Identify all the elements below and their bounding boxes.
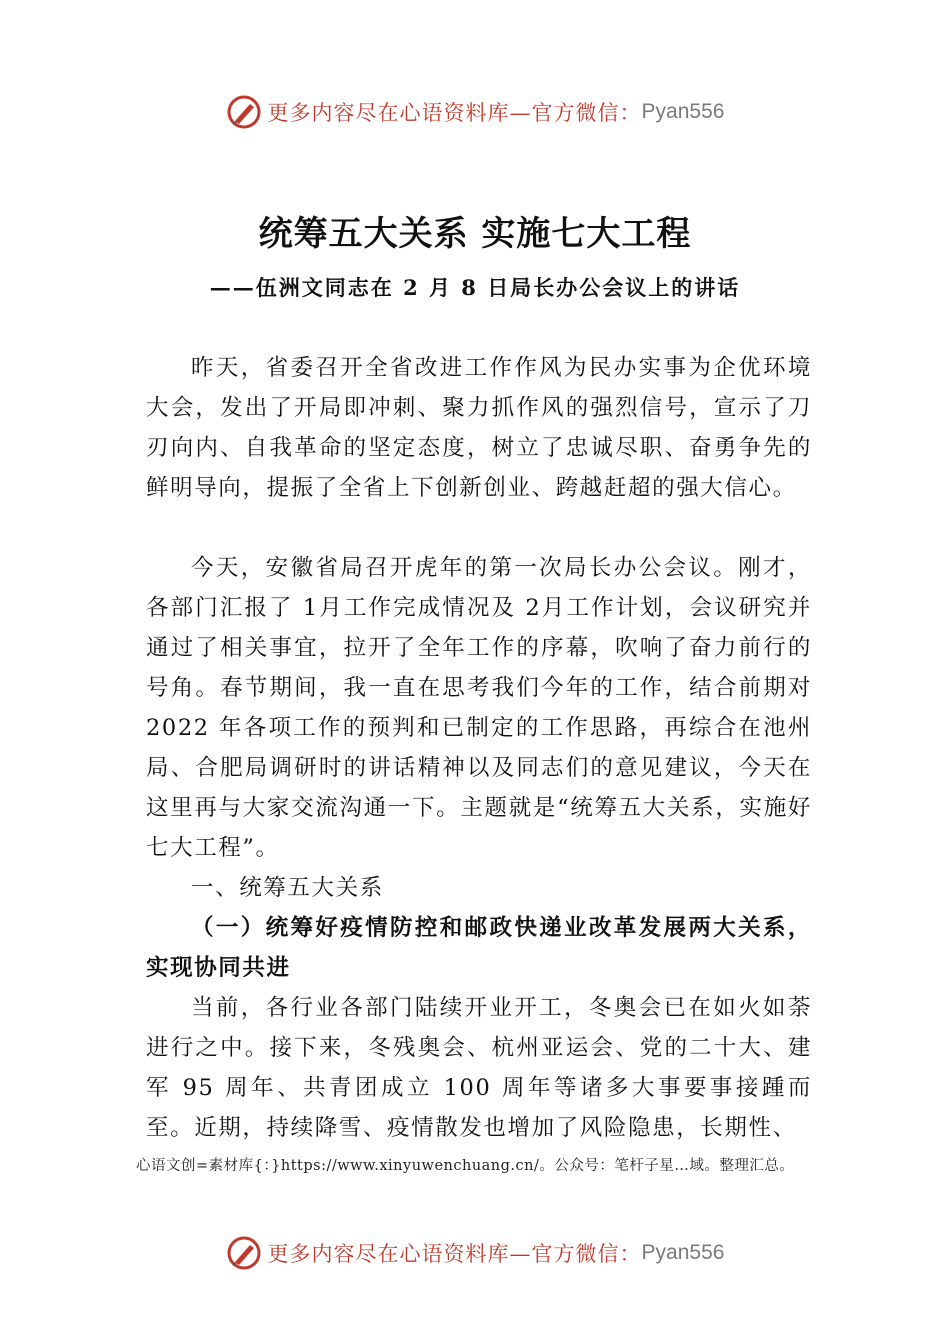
document-subtitle: ——伍洲文同志在 2 月 8 日局长办公会议上的讲话 xyxy=(209,275,741,300)
document-title: 统筹五大关系 实施七大工程 xyxy=(258,214,692,254)
pen-logo-icon xyxy=(226,1235,262,1271)
paragraph-1: 昨天，省委召开全省改进工作作风为民办实事为企优环境大会，发出了开局即冲刺、聚力抓作风的强烈信号，宣示了刀刃向内、自我革命的坚定态度，树立了忠诚尽职、奋勇争先的鲜明导向，提振了全省上下创新创业、跨越赶超的强大信心。 xyxy=(146,355,812,501)
paragraph-2: 今天，安徽省局召开虎年的第一次局长办公会议。刚才，各部门汇报了 1月工作完成情况及 2月工作计划，会议研究并通过了相关事宜，拉开了全年工作的序幕，吹响了奋力前行的号角。春节期间，我一直在思考我们今年的工作，结合前期对 2022 年各项工作的预判和已制定的工作思路，再综合在池州局、合肥局调研时的讲话精神以及同志们的意见建议，今天在这里再与大家交流沟通一下。主题就是“统筹五大关系，实施好七大工程”。 xyxy=(146,555,812,861)
footnote: 心语文创=素材库{：}https://www.xinyuwenchuang.cn/。公众号：笔杆子星…域。整理汇总。 xyxy=(136,1158,795,1174)
subsection-heading-1: （一）统筹好疫情防控和邮政快递业改革发展两大关系，实现协同共进 xyxy=(146,915,812,981)
top-watermark-banner xyxy=(0,92,950,132)
watermark-wechat-id: Pyan556 xyxy=(641,100,725,123)
section-heading-1: 一、统筹五大关系 xyxy=(191,875,384,901)
bottom-watermark-banner xyxy=(0,1233,950,1273)
watermark-wechat-id: Pyan556 xyxy=(641,1241,725,1264)
watermark-text: 更多内容尽在心语资料库—官方微信： xyxy=(267,101,642,125)
watermark-text: 更多内容尽在心语资料库—官方微信： xyxy=(267,1242,642,1266)
paragraph-3: 当前，各行业各部门陆续开业开工，冬奥会已在如火如荼进行之中。接下来，冬残奥会、杭州亚运会、党的二十大、建军 95 周年、共青团成立 100 周年等诸多大事要事接踵而至。近期，持续降雪、疫情散发也增加了风险隐患，长期性、 xyxy=(146,995,812,1141)
pen-logo-icon xyxy=(226,94,262,130)
